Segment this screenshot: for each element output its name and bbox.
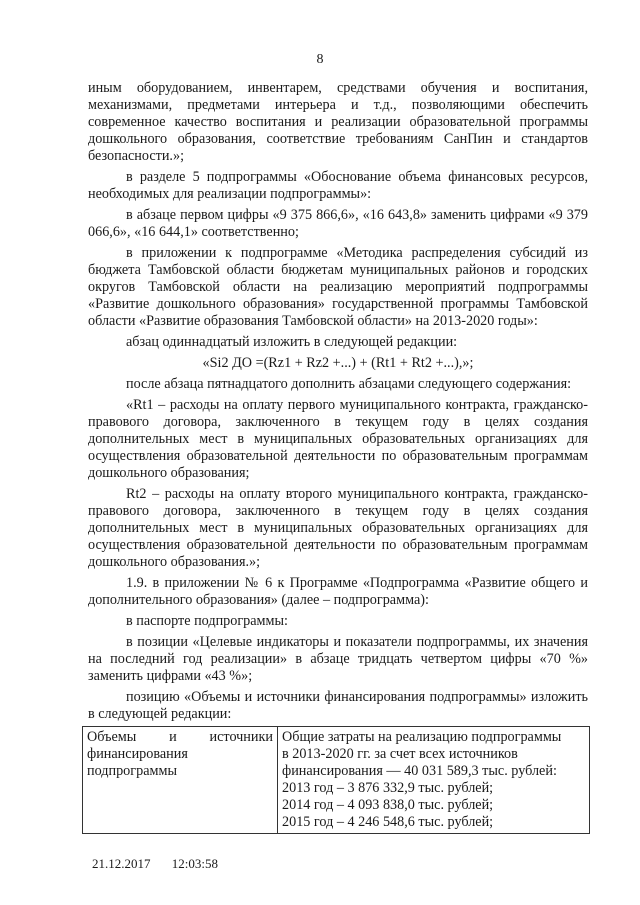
document-body (88, 80, 588, 727)
paragraph: 1.9. в приложении № 6 к Программе «Подпрограмма «Развитие общего и дополнительного образования» (далее – подпрограмма): (88, 575, 588, 608)
paragraph: в приложении к подпрограмме «Методика распределения субсидий из бюджета Тамбовской области бюджетам муниципальных районов и городских округов Тамбовской области на реализацию мероприятий подпрограммы «Развитие дошкольного образования» государственной программы Тамбовской области «Развитие образования Тамбовской области» на 2013-2020 годы»: (88, 245, 588, 329)
footer-timestamp (92, 856, 236, 872)
paragraph: Rt2 – расходы на оплату второго муниципального контракта, гражданско-правового договора, заключенного в текущем году в целях создания дополнительных мест в муниципальных образовательных организациях для осуществления образовательной деятельности по образовательным программам дошкольного образования.»; (88, 486, 588, 570)
label-line: финансирования (87, 746, 188, 762)
paragraph: абзац одиннадцатый изложить в следующей редакции: (126, 334, 458, 350)
value-line: 2014 год – 4 093 838,0 тыс. рублей; (282, 797, 494, 813)
paragraph: после абзаца пятнадцатого дополнить абзацами следующего содержания: (126, 376, 572, 392)
paragraph: в паспорте подпрограммы: (126, 613, 288, 629)
label-line (87, 729, 273, 746)
paragraph: в разделе 5 подпрограммы «Обоснование объема финансовых ресурсов, необходимых для реализации подпрограммы»: (88, 169, 588, 202)
table-cell-label (83, 727, 278, 834)
label-word: и (169, 729, 177, 745)
paragraph: в позиции «Целевые индикаторы и показатели подпрограммы, их значения на последний год реализации» в абзаце тридцать четвертом цифры «70 %» заменить цифрами «43 %»; (88, 634, 588, 684)
footer-date: 21.12.2017 (92, 856, 151, 871)
table-row (83, 727, 590, 834)
paragraph: позицию «Объемы и источники финансирования подпрограммы» изложить в следующей редакции: (88, 689, 588, 722)
table-cell-value (278, 727, 590, 834)
footer-time: 12:03:58 (171, 856, 218, 871)
label-line: подпрограммы (87, 763, 177, 779)
value-line: 2013 год – 3 876 332,9 тыс. рублей; (282, 780, 494, 796)
paragraph: «Rt1 – расходы на оплату первого муниципального контракта, гражданско-правового договора, заключенного в текущем году в целях создания дополнительных мест в муниципальных образовательных организациях для осуществления образовательной деятельности по образовательным программам дошкольного образования; (88, 397, 588, 481)
formula: «Si2 ДО =(Rz1 + Rz2 +...) + (Rt1 + Rt2 +...),»; (202, 355, 474, 371)
passport-table (82, 726, 590, 834)
value-line: 2015 год – 4 246 548,6 тыс. рублей; (282, 814, 494, 830)
label-word: источники (209, 729, 273, 745)
label-word: Объемы (87, 729, 137, 745)
value-line: Общие затраты на реализацию подпрограммы (282, 729, 562, 745)
value-line: в 2013-2020 гг. за счет всех источников (282, 746, 518, 762)
paragraph: иным оборудованием, инвентарем, средствами обучения и воспитания, механизмами, предметами интерьера и т.д., позволяющими обеспечить современное качество воспитания и реализации образовательной программы дошкольного образования, соответствие требованиям СанПин и стандартов безопасности.»; (88, 80, 588, 164)
paragraph: в абзаце первом цифры «9 375 866,6», «16 643,8» заменить цифрами «9 379 066,6», «16 644,1» соответственно; (88, 207, 588, 240)
page-number: 8 (316, 52, 324, 67)
value-line: финансирования — 40 031 589,3 тыс. рублей: (282, 763, 557, 779)
